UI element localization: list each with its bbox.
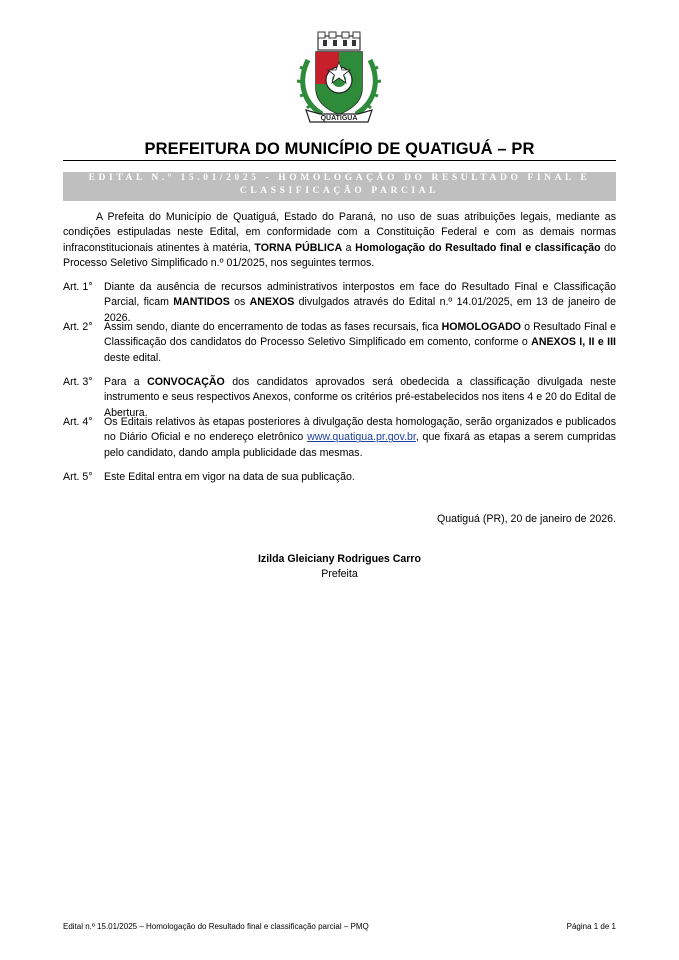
- article-3-bold-1: CONVOCAÇÃO: [147, 376, 225, 388]
- intro-bold-2: Homologação do Resultado final e classificação: [355, 241, 601, 254]
- intro-text-1: A Prefeita do Município de Quatiguá, Estado do Paraná, no uso de suas atribuições legais, mediante as condições estipuladas neste Edital, em conformidade com a Constituição Federal e com as demais normas infraconstitucionais atinentes à matéria,: [63, 211, 616, 254]
- title-divider: [63, 160, 616, 161]
- signatory-role: Prefeita: [321, 568, 358, 580]
- article-1-bold-2: ANEXOS: [249, 296, 295, 309]
- footer-page-number: Página 1 de 1: [566, 922, 616, 931]
- article-4-number: Art. 4°: [63, 416, 93, 428]
- footer-document-reference: Edital n.º 15.01/2025 – Homologação do Resultado final e classificação parcial – PMQ: [63, 922, 369, 931]
- article-1-number: Art. 1°: [63, 281, 93, 293]
- article-3-number: Art. 3°: [63, 376, 93, 388]
- municipality-website-link[interactable]: www.quatigua.pr.gov.br: [307, 431, 416, 444]
- banner-line-1: EDITAL N.º 15.01/2025 - HOMOLOGAÇÃO DO RESULTADO FINAL E: [88, 173, 591, 183]
- article-2: [63, 320, 616, 366]
- article-4-text-2: , que fixará as etapas a serem cumpridas pelo candidato, dando ampla publicidade das mesmas.: [104, 431, 616, 459]
- article-1-text-3: divulgados através do Edital n.º 14.01/2025, em 13 de janeiro de 2026.: [104, 296, 616, 324]
- intro-text-3: do Processo Seletivo Simplificado n.º 01/2025, nos seguintes termos.: [63, 241, 616, 270]
- article-4-body: [104, 415, 616, 461]
- article-3-text-1: Para a: [104, 376, 148, 388]
- article-5-text-1: Este Edital entra em vigor na data de sua publicação.: [104, 471, 355, 483]
- coat-of-arms-icon: [296, 30, 382, 126]
- article-3-text-2: dos candidatos aprovados será obedecida a classificação divulgada neste instrumento e seus respectivos Anexos, conforme os critérios pré-estabelecidos nos itens 4 e 20 do Edital de Abertura.: [104, 376, 616, 419]
- municipal-coat-of-arms: [296, 30, 382, 126]
- page-title: PREFEITURA DO MUNICÍPIO DE QUATIGUÁ – PR: [144, 140, 535, 158]
- article-1-bold-1: MANTIDOS: [173, 296, 230, 309]
- intro-paragraph: [63, 210, 616, 272]
- signatory-name: Izilda Gleiciany Rodrigues Carro: [257, 553, 422, 565]
- article-1-text-1: Diante da ausência de recursos administrativos interpostos em face do Resultado Final e Classificação Parcial, ficam: [104, 281, 616, 309]
- document-date: Quatiguá (PR), 20 de janeiro de 2026.: [436, 513, 616, 525]
- banner-line-2: CLASSIFICAÇÃO PARCIAL: [239, 186, 440, 196]
- intro-bold-1: TORNA PÚBLICA: [254, 241, 343, 254]
- article-2-bold-2: ANEXOS I, II e III: [531, 336, 616, 349]
- intro-text-2: a: [342, 241, 356, 254]
- article-5: [63, 470, 616, 485]
- article-1-text-2: os: [229, 296, 250, 309]
- article-2-number: Art. 2°: [63, 321, 93, 333]
- crest-ribbon-text: QUATIGUÁ: [320, 115, 358, 122]
- article-2-text-3: deste edital.: [104, 351, 162, 364]
- edital-banner: [63, 172, 616, 201]
- article-2-text-1: Assim sendo, diante do encerramento de todas as fases recursais, fica: [104, 321, 442, 333]
- article-2-bold-1: HOMOLOGADO: [441, 321, 522, 333]
- article-2-body: [104, 320, 616, 366]
- article-4-text-1: Os Editais relativos às etapas posteriores à divulgação desta homologação, serão organizados e publicados no Diário Oficial e no endereço eletrônico: [104, 416, 616, 444]
- article-5-number: Art. 5°: [63, 471, 93, 483]
- article-5-body: [104, 470, 616, 485]
- article-2-text-2: o Resultado Final e Classificação dos candidatos do Processo Seletivo Simplificado em comento, conforme o: [104, 321, 616, 349]
- article-4: [63, 415, 616, 461]
